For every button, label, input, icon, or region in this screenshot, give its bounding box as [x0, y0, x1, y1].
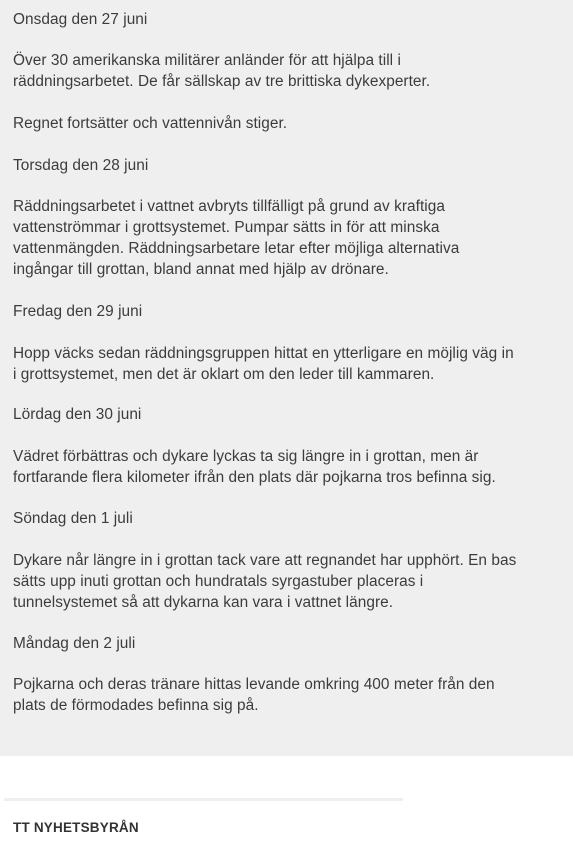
text-line: Vädret förbättras och dykare lyckas ta sig längre in i grottan, men är: [13, 448, 479, 465]
text-line: Torsdag den 28 juni: [13, 157, 149, 174]
text-line: vattenmängden. Räddningsarbetare letar efter möjliga alternativa: [13, 240, 460, 257]
text-line: Söndag den 1 juli: [13, 510, 133, 527]
paragraph-rain: [13, 113, 561, 134]
text-line: Regnet fortsätter och vattennivån stiger.: [13, 115, 288, 132]
text-line: Lördag den 30 juni: [13, 406, 142, 423]
paragraph-boys-found: [13, 674, 561, 716]
text-line: ingångar till grottan, bland annat med hjälp av drönare.: [13, 261, 389, 278]
text-line: Onsdag den 27 juni: [13, 11, 148, 28]
paragraph-weather-improves: [13, 446, 561, 488]
text-line: räddningsarbetet. De får sällskap av tre brittiska dykexperter.: [13, 73, 431, 90]
paragraph-us-military: [13, 50, 561, 92]
date-heading-thursday: [13, 155, 561, 176]
paragraph-rescue-paused: [13, 196, 561, 280]
paragraph-divers-base: [13, 550, 561, 613]
text-line: fortfarande flera kilometer ifrån den plats där pojkarna tros befinna sig.: [13, 469, 496, 486]
text-line: i grottsystemet, men det är oklart om den leder till kammaren.: [13, 366, 435, 383]
date-heading-friday: [13, 301, 561, 322]
text-line: Dykare når längre in i grottan tack vare att regnandet har upphört. En bas: [13, 552, 517, 569]
text-line: Räddningsarbetet i vattnet avbryts tillfälligt på grund av kraftiga: [13, 198, 445, 215]
text-line: tunnelsystemet så att dykarna kan vara i vattnet längre.: [13, 594, 394, 611]
date-heading-monday: [13, 633, 561, 654]
date-heading-wednesday: [13, 9, 561, 30]
text-line: Hopp väcks sedan räddningsgruppen hittat en ytterligare en möjlig väg in: [13, 345, 514, 362]
text-line: sätts upp inuti grottan och hundratals syrgastuber placeras i: [13, 573, 424, 590]
text-line: Pojkarna och deras tränare hittas levande omkring 400 meter från den: [13, 676, 495, 693]
text-line: Måndag den 2 juli: [13, 635, 136, 652]
text-line: plats de förmodades befinna sig på.: [13, 697, 259, 714]
date-heading-sunday: [13, 508, 561, 529]
paragraph-hope: [13, 343, 561, 385]
text-line: vattenströmmar i grottsystemet. Pumpar sätts in för att minska: [13, 219, 440, 236]
section-divider: [4, 798, 403, 801]
byline: TT NYHETSBYRÅN: [13, 820, 139, 835]
text-line: Över 30 amerikanska militärer anländer för att hjälpa till i: [13, 52, 401, 69]
text-line: Fredag den 29 juni: [13, 303, 143, 320]
date-heading-saturday: [13, 404, 561, 425]
